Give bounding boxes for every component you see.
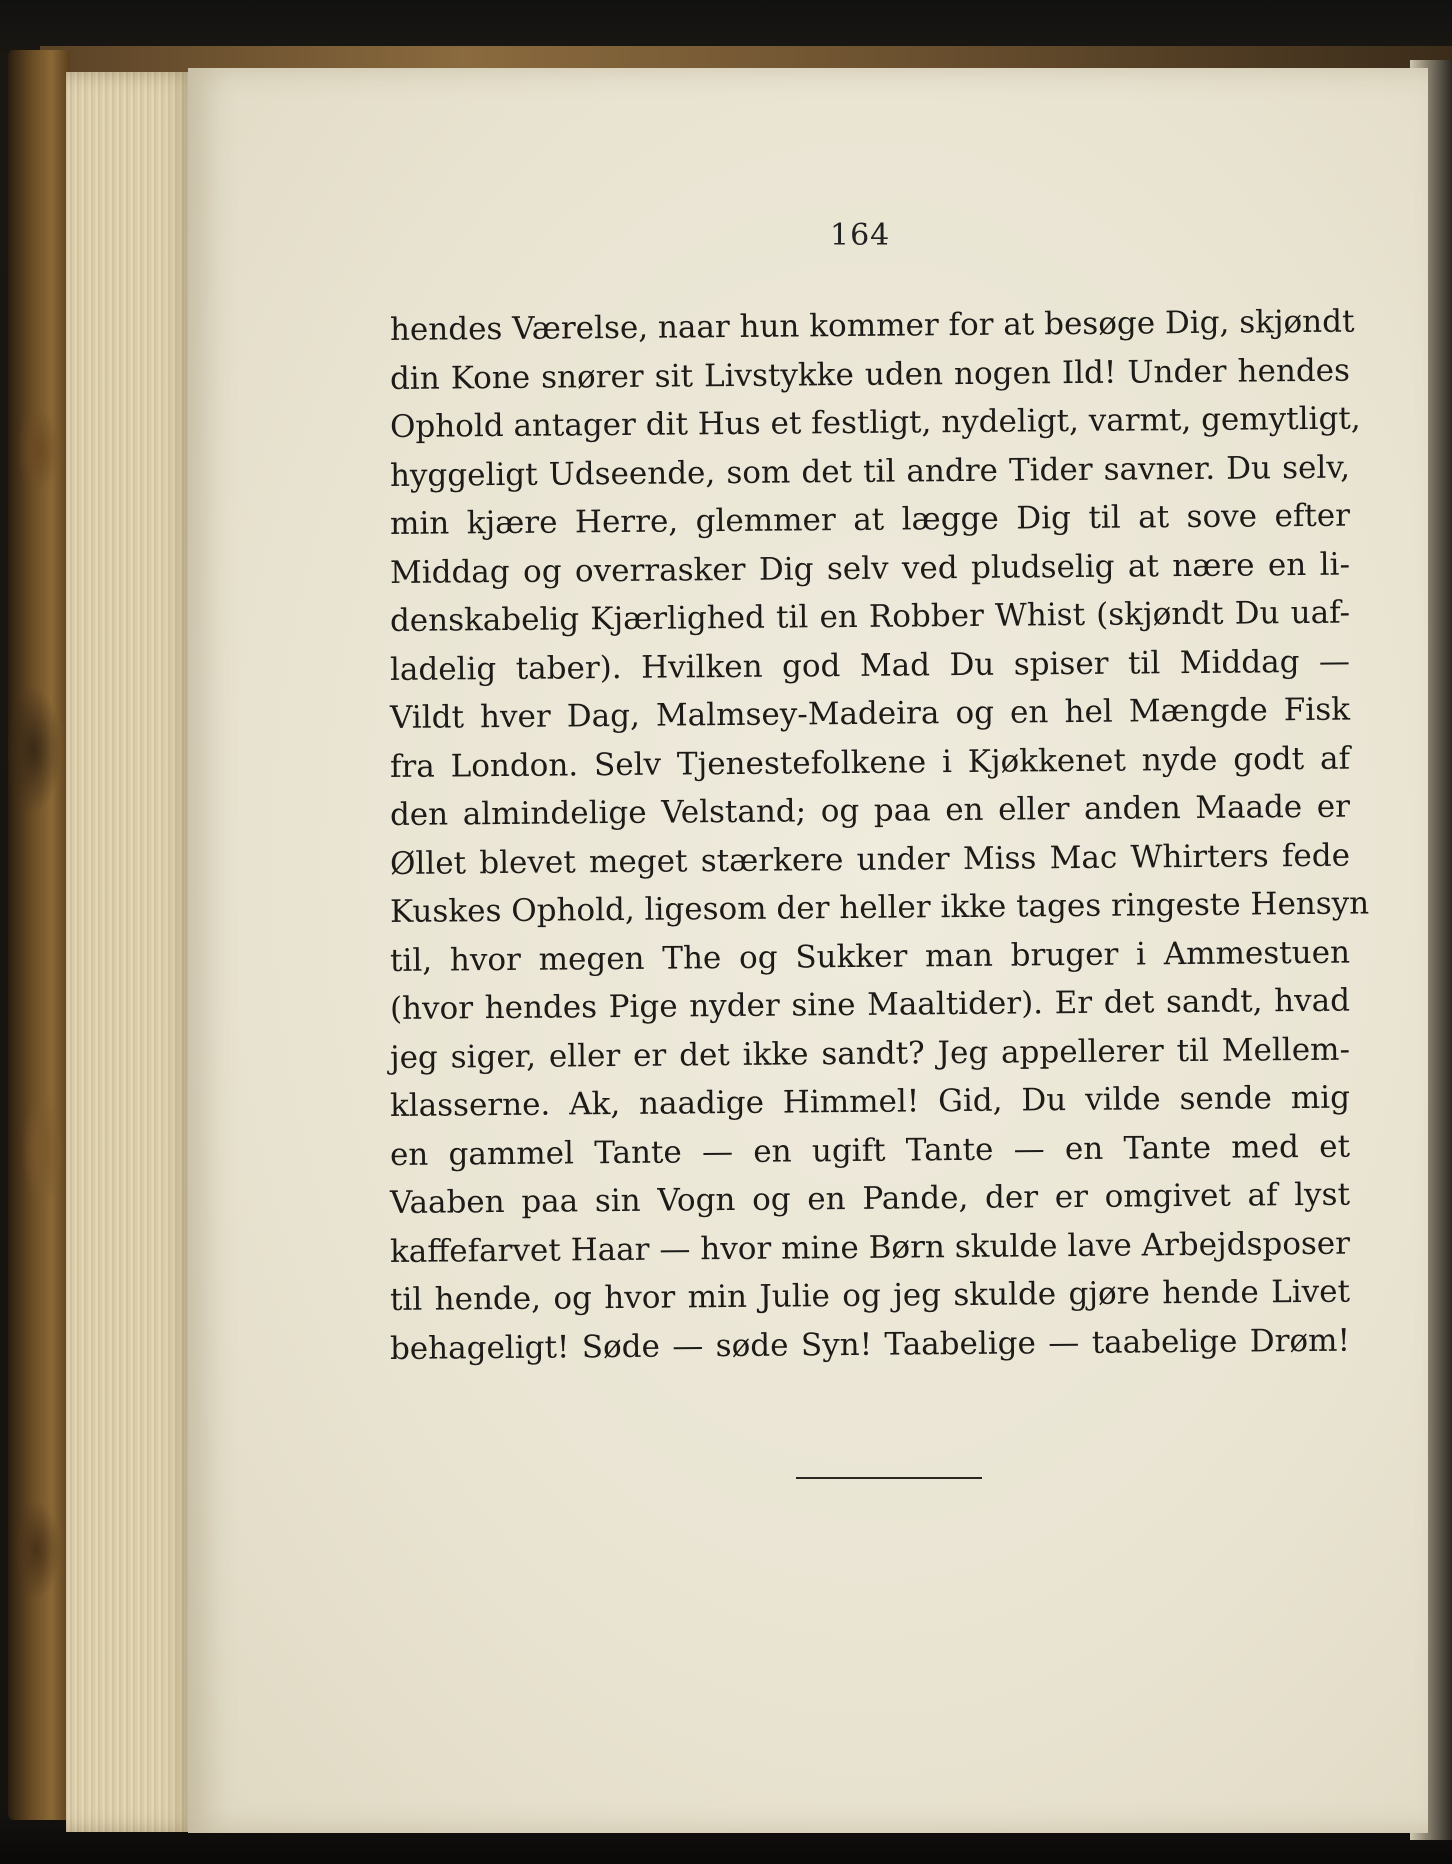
text-line: klasserne. Ak, naadige Himmel! Gid, Du vilde sende mig: [389, 1079, 1351, 1124]
text-line: denskabelig Kjærlighed til en Robber Whist (skjøndt Du uaf-: [389, 594, 1351, 639]
text-line: Vaaben paa sin Vogn og en Pande, der er omgivet af lyst: [389, 1176, 1351, 1221]
text-line: (hvor hendes Pige nyder sine Maaltider). Er det sandt, hvad: [389, 982, 1351, 1027]
text-line: Kuskes Ophold, ligesom der heller ikke tages ringeste Hensyn: [389, 885, 1370, 930]
text-line: Middag og overrasker Dig selv ved pludselig at nære en li-: [389, 546, 1351, 591]
text-line: kaffefarvet Haar — hvor mine Børn skulde lave Arbejdsposer: [389, 1225, 1351, 1270]
text-line: en gammel Tante — en ugift Tante — en Tante med et: [389, 1128, 1351, 1173]
book-cover-spine: [8, 50, 70, 1820]
text-line: din Kone snører sit Livstykke uden nogen Ild! Under hendes: [389, 352, 1351, 397]
text-line: Ophold antager dit Hus et festligt, nydeligt, varmt, gemytligt,: [389, 400, 1361, 445]
text-line: min kjære Herre, glemmer at lægge Dig til at sove efter: [389, 497, 1351, 542]
text-line: Øllet blevet meget stærkere under Miss Mac Whirters fede: [389, 837, 1351, 882]
text-line: den almindelige Velstand; og paa en eller anden Maade er: [389, 788, 1351, 833]
text-line: behageligt! Søde — søde Syn! Taabelige — taabelige Drøm!: [389, 1322, 1351, 1367]
text-line: hendes Værelse, naar hun kommer for at besøge Dig, skjøndt: [389, 303, 1355, 348]
text-line: til hende, og hvor min Julie og jeg skulde gjøre hende Livet: [389, 1273, 1351, 1318]
section-divider: [796, 1477, 982, 1479]
body-text: [389, 303, 1370, 1373]
page-number: 164: [830, 218, 891, 253]
text-line: fra London. Selv Tjenestefolkene i Kjøkkenet nyde godt af: [389, 740, 1351, 785]
text-line: jeg siger, eller er det ikke sandt? Jeg appellerer til Mellem-: [389, 1031, 1351, 1076]
text-line: hyggeligt Udseende, som det til andre Tider savner. Du selv,: [389, 449, 1351, 494]
text-line: ladelig taber). Hvilken god Mad Du spiser til Middag —: [389, 643, 1351, 688]
page-edges: [66, 72, 196, 1832]
text-line: Vildt hver Dag, Malmsey-Madeira og en hel Mængde Fisk: [389, 691, 1351, 736]
text-line: til, hvor megen The og Sukker man bruger i Ammestuen: [389, 934, 1351, 979]
